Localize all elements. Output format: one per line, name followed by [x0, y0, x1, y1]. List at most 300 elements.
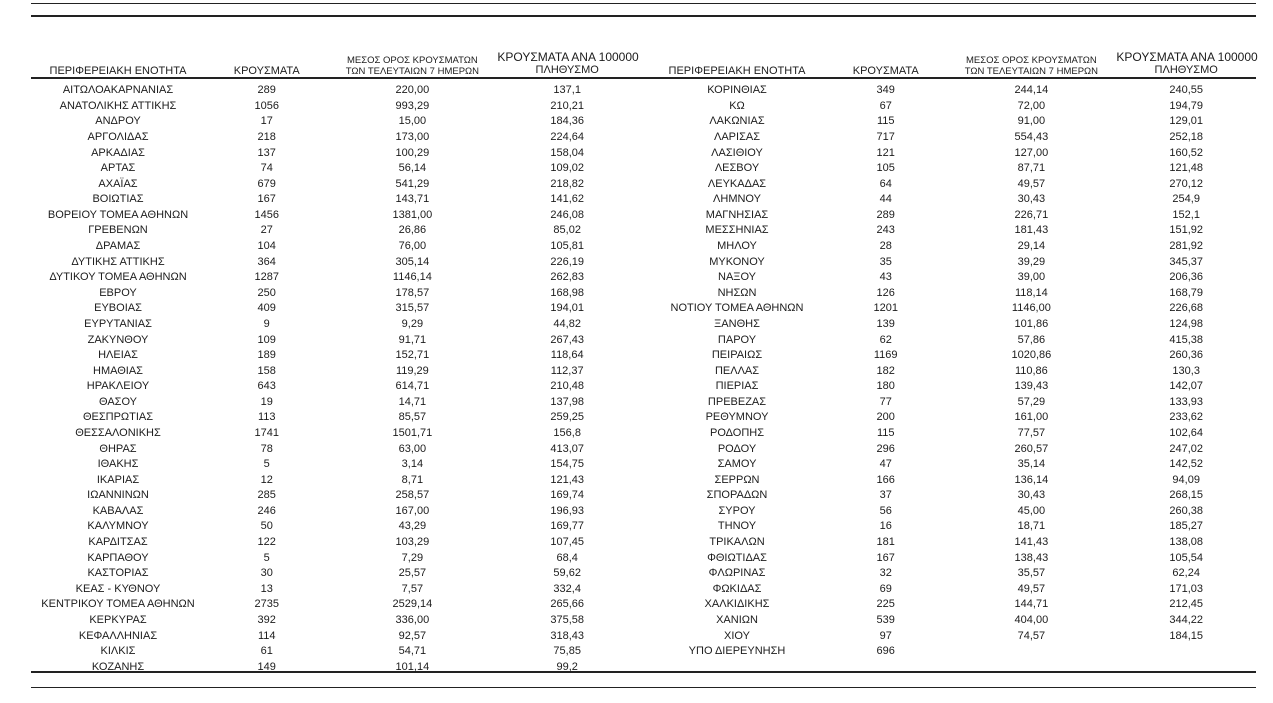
cases-cell: 167: [257, 193, 276, 206]
per100k-cell: 210,48: [550, 380, 584, 393]
cases-cell: 139: [876, 317, 895, 330]
region-name-cell: ΝΟΤΙΟΥ ΤΟΜΕΑ ΑΘΗΝΩΝ: [670, 302, 804, 315]
avg7-cell: 305,14: [395, 255, 430, 268]
cases-cell: 149: [257, 660, 276, 673]
table-row: [649, 145, 1256, 161]
cases-cell: 109: [257, 333, 276, 346]
header-7day-average: [946, 37, 1116, 83]
region-name-cell: ΔΥΤΙΚΟΥ ΤΟΜΕΑ ΑΘΗΝΩΝ: [49, 271, 187, 284]
header-per-100k: [1116, 37, 1256, 83]
per100k-cell: 107,45: [550, 536, 584, 549]
table-row: [649, 176, 1256, 192]
region-name-cell: ΙΩΑΝΝΙΝΩΝ: [87, 489, 149, 502]
region-name-cell: ΦΛΩΡΙΝΑΣ: [708, 567, 766, 580]
table-row: [649, 254, 1256, 270]
avg7-cell: 127,00: [1014, 146, 1049, 159]
table-row: [649, 363, 1256, 379]
cases-cell: 289: [257, 84, 276, 97]
per100k-cell: 169,77: [550, 520, 584, 533]
region-name-cell: ΚΑΡΔΙΤΣΑΣ: [88, 536, 148, 549]
cases-cell: 47: [879, 458, 892, 471]
table-row: [649, 597, 1256, 613]
cases-cell: 1287: [254, 271, 279, 284]
per100k-cell: 267,43: [550, 333, 584, 346]
cases-cell: 13: [260, 582, 273, 595]
per100k-cell: 185,27: [1169, 520, 1203, 533]
cases-cell: 78: [260, 442, 273, 455]
avg7-cell: 100,29: [395, 146, 430, 159]
avg7-cell: 39,00: [1017, 271, 1046, 284]
region-name-cell: ΙΘΑΚΗΣ: [97, 458, 139, 471]
region-name-cell: ΗΜΑΘΙΑΣ: [93, 364, 143, 377]
per100k-cell: 156,8: [553, 427, 581, 439]
region-name-cell: ΕΥΡΥΤΑΝΙΑΣ: [84, 317, 152, 330]
cases-cell: 104: [257, 240, 276, 253]
region-name-cell: ΠΕΙΡΑΙΩΣ: [711, 349, 763, 362]
region-name-cell: ΑΙΤΩΛΟΑΚΑΡΝΑΝΙΑΣ: [62, 84, 174, 97]
avg7-cell: 77,57: [1017, 427, 1046, 439]
cases-cell: 77: [879, 395, 892, 408]
cases-cell: 539: [876, 613, 895, 626]
avg7-cell: 315,57: [395, 302, 430, 315]
per100k-cell: 254,9: [1172, 193, 1200, 206]
cases-cell: 56: [879, 504, 892, 517]
table-row: [30, 145, 637, 161]
header-region: ΠΕΡΙΦΕΡΕΙΑΚΗ ΕΝΟΤΗΤΑ: [668, 65, 806, 77]
table-row: [649, 208, 1256, 224]
header-7day-average: [327, 37, 497, 83]
per100k-cell: 194,01: [550, 302, 584, 315]
per100k-cell: [1116, 644, 1256, 660]
region-name-cell: ΛΑΣΙΘΙΟΥ: [711, 146, 763, 159]
avg7-cell: 8,71: [401, 473, 424, 486]
avg7-cell: 143,71: [395, 193, 430, 206]
cases-cell: 97: [879, 629, 892, 642]
per100k-cell: 118,64: [550, 349, 584, 362]
cases-cell: 696: [876, 645, 895, 658]
table-body-right: [649, 83, 1256, 659]
table-row: [649, 99, 1256, 115]
table-row: [30, 519, 637, 535]
avg7-cell: 993,29: [395, 99, 430, 112]
table-row: [649, 535, 1256, 551]
region-name-cell: ΞΑΝΘΗΣ: [714, 317, 760, 330]
region-name-cell: ΚΑΡΠΑΘΟΥ: [87, 551, 149, 564]
table-row: [649, 426, 1256, 442]
region-name-cell: ΚΕΡΚΥΡΑΣ: [89, 613, 147, 626]
table-row: [30, 613, 637, 629]
region-name-cell: ΤΗΝΟΥ: [717, 520, 757, 533]
per100k-cell: 233,62: [1169, 411, 1203, 424]
per100k-cell: 415,38: [1169, 333, 1203, 346]
table-row: [30, 286, 637, 302]
region-name-cell: ΣΥΡΟΥ: [718, 504, 756, 517]
region-name-cell: ΜΗΛΟΥ: [717, 240, 757, 253]
table-row: [30, 332, 637, 348]
avg7-cell: 57,29: [1017, 395, 1046, 408]
region-name-cell: ΕΥΒΟΙΑΣ: [94, 302, 142, 315]
table-row: [649, 644, 1256, 660]
avg7-cell: 57,86: [1017, 333, 1046, 346]
region-name-cell: ΑΧΑΪΑΣ: [98, 177, 138, 190]
avg7-cell: 91,00: [1017, 115, 1046, 128]
per100k-cell: 85,02: [553, 224, 581, 237]
region-name-cell: ΑΡΓΟΛΙΔΑΣ: [87, 131, 149, 144]
region-name-cell: ΑΝΔΡΟΥ: [95, 115, 141, 128]
per100k-cell: 112,37: [550, 364, 584, 377]
cases-cell: 27: [260, 224, 273, 237]
cases-cell: 16: [879, 520, 892, 533]
avg7-cell: 39,29: [1017, 255, 1046, 268]
per100k-cell: 247,02: [1169, 442, 1203, 455]
table-row: [649, 504, 1256, 520]
per100k-cell: 151,92: [1169, 224, 1203, 237]
cases-cell: 115: [876, 427, 895, 439]
region-name-cell: ΘΗΡΑΣ: [99, 442, 137, 455]
table-row: [649, 130, 1256, 146]
table-row: [30, 254, 637, 270]
table-row: [30, 472, 637, 488]
cases-cell: 17: [260, 115, 273, 128]
cases-cell: 1201: [873, 302, 898, 315]
table-row: [649, 488, 1256, 504]
table-row: [30, 239, 637, 255]
table-row: [30, 348, 637, 364]
avg7-cell: 74,57: [1017, 629, 1046, 642]
header-cases: ΚΡΟΥΣΜΑΤΑ: [233, 65, 300, 77]
per100k-cell: 212,45: [1169, 598, 1203, 611]
per100k-cell: 224,64: [550, 131, 584, 144]
per100k-cell: 138,08: [1169, 536, 1203, 549]
table-row: [30, 644, 637, 660]
region-name-cell: ΗΛΕΙΑΣ: [98, 349, 138, 362]
per100k-cell: 137,98: [550, 395, 584, 408]
cases-cell: 182: [876, 364, 895, 377]
region-name-cell: ΔΥΤΙΚΗΣ ΑΤΤΙΚΗΣ: [71, 255, 165, 268]
cases-cell: 218: [257, 131, 276, 144]
table-row: [649, 379, 1256, 395]
table-row: [30, 270, 637, 286]
cases-cell: 349: [876, 84, 895, 97]
avg7-cell: 1501,71: [392, 427, 433, 439]
per100k-cell: 133,93: [1169, 395, 1203, 408]
per100k-cell: 184,15: [1169, 629, 1203, 642]
per100k-cell: 105,54: [1169, 551, 1203, 564]
table-row: [30, 379, 637, 395]
region-name-cell: ΒΟΡΕΙΟΥ ΤΟΜΕΑ ΑΘΗΝΩΝ: [47, 208, 189, 221]
avg7-cell: 49,57: [1017, 582, 1046, 595]
cases-cell: 126: [876, 286, 895, 299]
avg7-cell: 35,14: [1017, 458, 1046, 471]
per100k-cell: 168,79: [1169, 286, 1203, 299]
region-name-cell: ΦΩΚΙΔΑΣ: [712, 582, 762, 595]
cases-cell: 37: [879, 489, 892, 502]
table-row: [30, 363, 637, 379]
per100k-cell: 141,62: [550, 193, 584, 206]
region-name-cell: ΛΕΣΒΟΥ: [714, 162, 760, 175]
table-row: [649, 395, 1256, 411]
cases-cell: 35: [879, 255, 892, 268]
avg7-cell: 85,57: [398, 411, 427, 424]
per100k-cell: 332,4: [553, 582, 581, 595]
cases-cell: 69: [879, 582, 892, 595]
region-name-cell: ΑΡΤΑΣ: [100, 162, 136, 175]
region-name-cell: ΡΕΘΥΜΝΟΥ: [705, 411, 769, 424]
avg7-cell: 136,14: [1014, 473, 1049, 486]
table-row: [30, 535, 637, 551]
per100k-cell: 413,07: [550, 442, 584, 455]
region-name-cell: ΥΠΟ ΔΙΕΡΕΥΝΗΣΗ: [688, 645, 786, 658]
region-name-cell: ΚΕΑΣ - ΚΥΘΝΟΥ: [75, 582, 161, 595]
header-per-100k-line1: ΚΡΟΥΣΜΑΤΑ ΑΝΑ 100000: [497, 50, 639, 64]
cases-cell: 1056: [254, 99, 279, 112]
per100k-cell: 142,07: [1169, 380, 1203, 393]
avg7-cell: 91,71: [398, 333, 427, 346]
header-row: [649, 37, 1256, 83]
region-name-cell: ΘΕΣΣΑΛΟΝΙΚΗΣ: [75, 427, 161, 439]
cases-cell: 113: [257, 411, 276, 424]
region-name-cell: ΛΑΚΩΝΙΑΣ: [709, 115, 765, 128]
avg7-cell: 2529,14: [392, 598, 433, 611]
header-cases: ΚΡΟΥΣΜΑΤΑ: [852, 65, 919, 77]
table-row: [649, 441, 1256, 457]
avg7-cell: 1381,00: [392, 208, 433, 221]
per100k-cell: 171,03: [1169, 582, 1203, 595]
cases-cell: 2735: [254, 598, 279, 611]
region-name-cell: ΠΑΡΟΥ: [717, 333, 757, 346]
cases-cell: 1741: [254, 427, 279, 439]
cases-cell: 137: [257, 146, 276, 159]
avg7-cell: 26,86: [398, 224, 427, 237]
region-name-cell: ΡΟΔΟΠΗΣ: [709, 427, 765, 439]
avg7-cell: 35,57: [1017, 567, 1046, 580]
avg7-cell: 56,14: [398, 162, 427, 175]
table-row: [30, 192, 637, 208]
table-row: [649, 317, 1256, 333]
avg7-cell: 404,00: [1014, 613, 1049, 626]
cases-cell: 717: [876, 131, 895, 144]
table-row: [649, 301, 1256, 317]
cases-cell: 409: [257, 302, 276, 315]
avg7-cell: 181,43: [1014, 224, 1049, 237]
cases-cell: 30: [260, 567, 273, 580]
table-row: [30, 114, 637, 130]
table-row: [649, 83, 1256, 99]
cases-cell: 200: [876, 411, 895, 424]
avg7-cell: 87,71: [1017, 162, 1046, 175]
region-name-cell: ΚΙΛΚΙΣ: [100, 645, 136, 658]
table-row: [649, 114, 1256, 130]
top-rule-thin: [31, 3, 1256, 4]
cases-cell: 121: [876, 146, 895, 159]
per100k-cell: 168,98: [550, 286, 584, 299]
cases-cell: 243: [876, 224, 895, 237]
region-name-cell: ΚΑΛΥΜΝΟΥ: [87, 520, 149, 533]
cases-cell: 364: [257, 255, 276, 268]
per100k-cell: 94,09: [1172, 473, 1200, 486]
table-header: [649, 37, 1256, 83]
per100k-cell: 318,43: [550, 629, 584, 642]
table-row: [649, 223, 1256, 239]
per100k-cell: 158,04: [550, 146, 584, 159]
per100k-cell: 344,22: [1169, 613, 1203, 626]
avg7-cell: 25,57: [398, 567, 427, 580]
avg7-cell: 118,14: [1014, 286, 1048, 299]
per100k-cell: 196,93: [550, 504, 584, 517]
header-7day-average-line2: ΤΩΝ ΤΕΛΕΥΤΑΙΩΝ 7 ΗΜΕΡΩΝ: [964, 66, 1098, 77]
cases-cell: 5: [263, 458, 270, 471]
per100k-cell: 99,2: [556, 660, 578, 673]
cases-cell: 12: [260, 473, 273, 486]
cases-cell: 67: [879, 99, 892, 112]
region-name-cell: ΒΟΙΩΤΙΑΣ: [92, 193, 144, 206]
region-name-cell: ΚΩ: [729, 99, 745, 112]
cases-cell: 5: [263, 551, 270, 564]
region-name-cell: ΘΑΣΟΥ: [98, 395, 138, 408]
avg7-cell: 49,57: [1017, 177, 1046, 190]
table-row: [30, 410, 637, 426]
avg7-cell: 18,71: [1017, 520, 1046, 533]
header-per-100k-line2: ΠΛΗΘΥΣΜΟ: [1154, 64, 1218, 76]
avg7-cell: 30,43: [1017, 193, 1046, 206]
avg7-cell: 9,29: [401, 317, 424, 330]
per100k-cell: 62,24: [1172, 567, 1200, 580]
region-name-cell: ΜΑΓΝΗΣΙΑΣ: [705, 208, 769, 221]
cases-cell: 285: [257, 489, 276, 502]
per100k-cell: 246,08: [550, 208, 584, 221]
table-row: [30, 441, 637, 457]
table-row: [649, 192, 1256, 208]
avg7-cell: 220,00: [395, 84, 430, 97]
avg7-cell: 226,71: [1014, 208, 1049, 221]
table-row: [649, 457, 1256, 473]
cases-cell: 61: [260, 645, 273, 658]
cases-cell: 62: [879, 333, 892, 346]
table-row: [649, 348, 1256, 364]
per100k-cell: 260,36: [1169, 349, 1203, 362]
avg7-cell: 103,29: [395, 536, 430, 549]
per100k-cell: 218,82: [550, 177, 584, 190]
avg7-cell: 92,57: [398, 629, 427, 642]
per100k-cell: 130,3: [1172, 364, 1200, 377]
per100k-cell: 154,75: [550, 458, 584, 471]
cases-cell: 122: [257, 536, 276, 549]
per100k-cell: 210,21: [550, 99, 584, 112]
table-row: [649, 566, 1256, 582]
region-name-cell: ΚΟΡΙΝΘΙΑΣ: [707, 84, 767, 97]
table-row: [30, 176, 637, 192]
cases-cell: 32: [879, 567, 892, 580]
table-row: [30, 457, 637, 473]
avg7-cell: 29,14: [1017, 240, 1046, 253]
region-name-cell: ΜΥΚΟΝΟΥ: [709, 255, 765, 268]
table-row: [649, 582, 1256, 598]
cases-cell: 105: [876, 162, 895, 175]
table-row: [649, 472, 1256, 488]
cases-cell: 180: [876, 380, 895, 393]
table-row: [30, 426, 637, 442]
region-name-cell: ΤΡΙΚΑΛΩΝ: [709, 536, 765, 549]
avg7-cell: 178,57: [395, 286, 430, 299]
per100k-cell: 109,02: [550, 162, 584, 175]
table-row: [30, 597, 637, 613]
region-name-cell: ΑΝΑΤΟΛΙΚΗΣ ΑΤΤΙΚΗΣ: [59, 99, 177, 112]
avg7-cell: 14,71: [398, 395, 427, 408]
avg7-cell: 258,57: [395, 489, 430, 502]
cases-cell: 167: [876, 551, 895, 564]
top-rule-thick: [31, 15, 1256, 17]
per100k-cell: 226,68: [1169, 302, 1203, 315]
cases-cell: 166: [876, 473, 895, 486]
region-name-cell: ΛΗΜΝΟΥ: [713, 193, 761, 206]
cases-cell: 250: [257, 286, 276, 299]
header-per-100k-line2: ΠΛΗΘΥΣΜΟ: [535, 64, 599, 76]
table-row: [30, 582, 637, 598]
region-name-cell: ΕΒΡΟΥ: [99, 286, 137, 299]
cases-cell: 181: [876, 536, 895, 549]
avg7-cell: 1020,86: [1011, 349, 1052, 362]
region-name-cell: ΧΑΛΚΙΔΙΚΗΣ: [704, 598, 770, 611]
per100k-cell: 124,98: [1169, 317, 1203, 330]
avg7-cell: 1146,00: [1011, 302, 1051, 315]
table-row: [649, 550, 1256, 566]
per100k-cell: 121,48: [1169, 162, 1203, 175]
avg7-cell: 7,57: [401, 582, 424, 595]
avg7-cell: 138,43: [1014, 551, 1049, 564]
region-name-cell: ΚΑΒΑΛΑΣ: [92, 504, 144, 517]
region-name-cell: ΠΙΕΡΙΑΣ: [715, 380, 759, 393]
table-header: [30, 37, 637, 83]
region-name-cell: ΝΗΣΩΝ: [717, 286, 757, 299]
cases-cell: 44: [879, 193, 892, 206]
per100k-cell: 206,36: [1169, 271, 1203, 284]
table-row: [30, 488, 637, 504]
avg7-cell: 72,00: [1017, 99, 1046, 112]
per100k-cell: 281,92: [1169, 240, 1203, 253]
table-row: [30, 223, 637, 239]
table-row: [30, 99, 637, 115]
avg7-cell: 139,43: [1014, 380, 1049, 393]
table-body-left: [30, 83, 637, 675]
table-row: [30, 566, 637, 582]
per100k-cell: 260,38: [1169, 504, 1203, 517]
per100k-cell: 59,62: [553, 567, 581, 580]
region-name-cell: ΧΑΝΙΩΝ: [716, 613, 758, 626]
avg7-cell: 43,29: [398, 520, 427, 533]
avg7-cell: 30,43: [1017, 489, 1046, 502]
table-row: [30, 395, 637, 411]
per100k-cell: 75,85: [553, 645, 581, 658]
avg7-cell: 554,43: [1014, 131, 1049, 144]
table-row: [649, 410, 1256, 426]
table-row: [30, 628, 637, 644]
cases-cell: 189: [257, 349, 276, 362]
avg7-cell: 144,71: [1014, 598, 1049, 611]
cases-cell: 289: [876, 208, 895, 221]
per100k-cell: 375,58: [550, 613, 584, 626]
region-name-cell: ΚΑΣΤΟΡΙΑΣ: [87, 567, 149, 580]
per100k-cell: 262,83: [550, 271, 584, 284]
table-row: [30, 659, 637, 675]
per100k-cell: 129,01: [1169, 115, 1203, 128]
per100k-cell: 68,4: [556, 551, 578, 564]
avg7-cell: 45,00: [1017, 504, 1046, 517]
per100k-cell: 105,81: [550, 240, 584, 253]
per100k-cell: 268,15: [1169, 489, 1203, 502]
cases-cell: 114: [257, 629, 276, 642]
bottom-rule-thin: [31, 687, 1256, 688]
cases-cell: 392: [257, 613, 276, 626]
